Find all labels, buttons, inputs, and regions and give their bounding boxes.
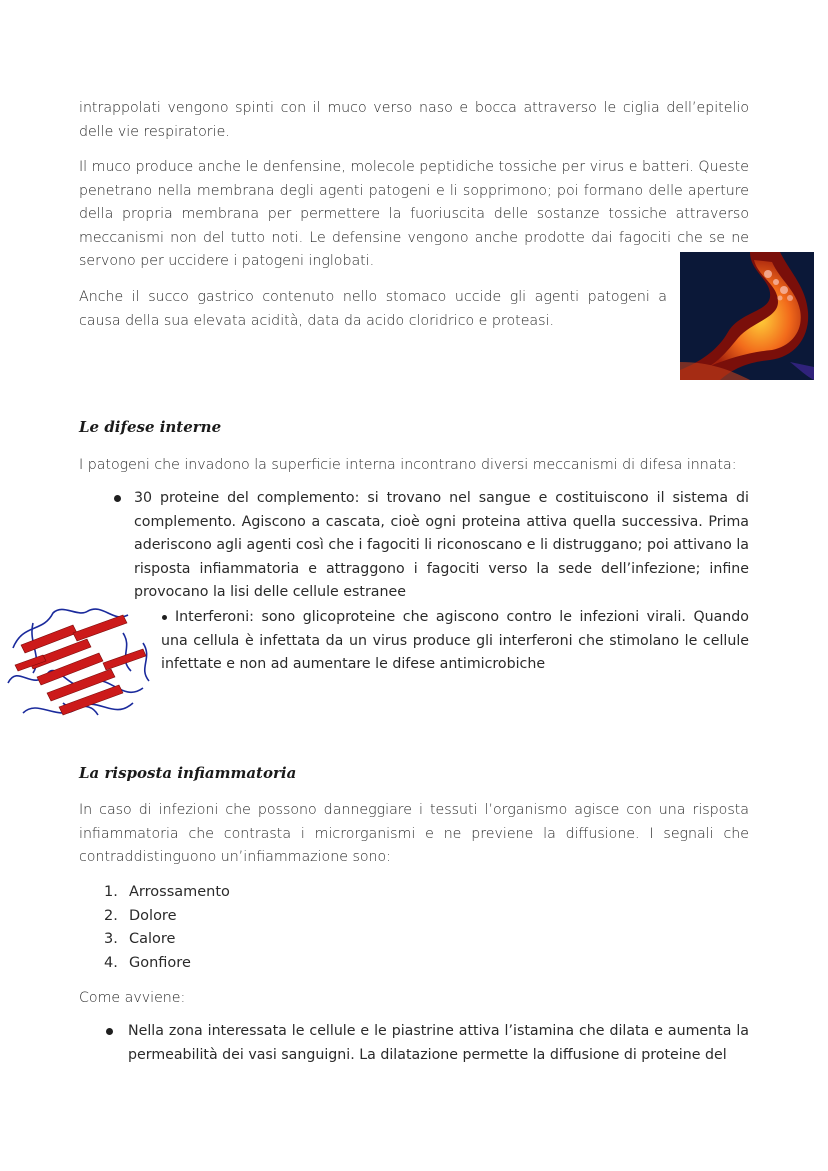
stomach-image [680,252,814,380]
list-number: 1. [104,884,118,900]
bullet-dot [114,495,121,502]
heading-internal-defenses: Le difese interne [79,418,222,436]
list-item [104,927,175,951]
list-label: Calore [129,931,176,947]
paragraph-gastric-juice: Anche il succo gastrico contenuto nello stomaco uccide gli agenti patogeni a causa della sua elevata acidità, data da acido cloridrico e proteasi. [79,289,667,329]
list-number: 4. [104,955,118,971]
heading-inflammatory-response: La risposta infiammatoria [79,764,297,782]
list-item [104,880,230,904]
list-item [104,951,191,975]
list-number: 2. [104,908,118,924]
bullet-interferons: Interferoni: sono glicoproteine che agiscono contro le infezioni virali. Quando una cellula è infettata da un virus produce gli interferoni che stimolano le cellule infettate e non ad aumentare le difese antimicrobiche [161,609,749,672]
list-item [104,904,177,928]
paragraph-how-it-happens: Come avviene: [79,990,186,1006]
protein-structure-image [3,603,155,725]
paragraph-internal-intro: I patogeni che invadono la superficie interna incontrano diversi meccanismi di difesa innata: [79,457,737,473]
list-label: Arrossamento [129,884,230,900]
bullet-complement-proteins: 30 proteine del complemento: si trovano nel sangue e costituiscono il sistema di complemento. Agiscono a cascata, cioè ogni proteina attiva quella successiva. Prima aderiscono agli agenti così che i fagociti li riconoscano e li distruggano; poi attivano la risposta infiammatoria e attraggono i fagociti verso la sede dell’infezione; infine provocano la lisi delle cellule estranee [134,490,749,600]
list-number: 3. [104,931,118,947]
list-label: Gonfiore [129,955,191,971]
list-label: Dolore [129,908,177,924]
bullet-histamine: Nella zona interessata le cellule e le piastrine attiva l’istamina che dilata e aumenta la permeabilità dei vasi sanguigni. La dilatazione permette la diffusione di proteine del [128,1023,749,1063]
paragraph-inflammation-intro: In caso di infezioni che possono danneggiare i tessuti l’organismo agisce con una risposta infiammatoria che contrasta i microrganismi e ne previene la diffusione. I segnali che contraddistinguono un’infiammazione sono: [79,802,749,865]
paragraph-intro-1: intrappolati vengono spinti con il muco verso naso e bocca attraverso le ciglia dell’epitelio delle vie respiratorie. [79,100,749,140]
bullet-dot [106,1028,113,1035]
paragraph-defensins: Il muco produce anche le denfensine, molecole peptidiche tossiche per virus e batteri. Queste penetrano nella membrana degli agenti patogeni e li sopprimono; poi formano delle aperture della propria membrana per permettere la fuoriuscita delle sostanze tossiche attraverso meccanismi non del tutto noti. Le defensine vengono anche prodotte dai fagociti che se ne servono per uccidere i patogeni inglobati. [79,159,749,269]
